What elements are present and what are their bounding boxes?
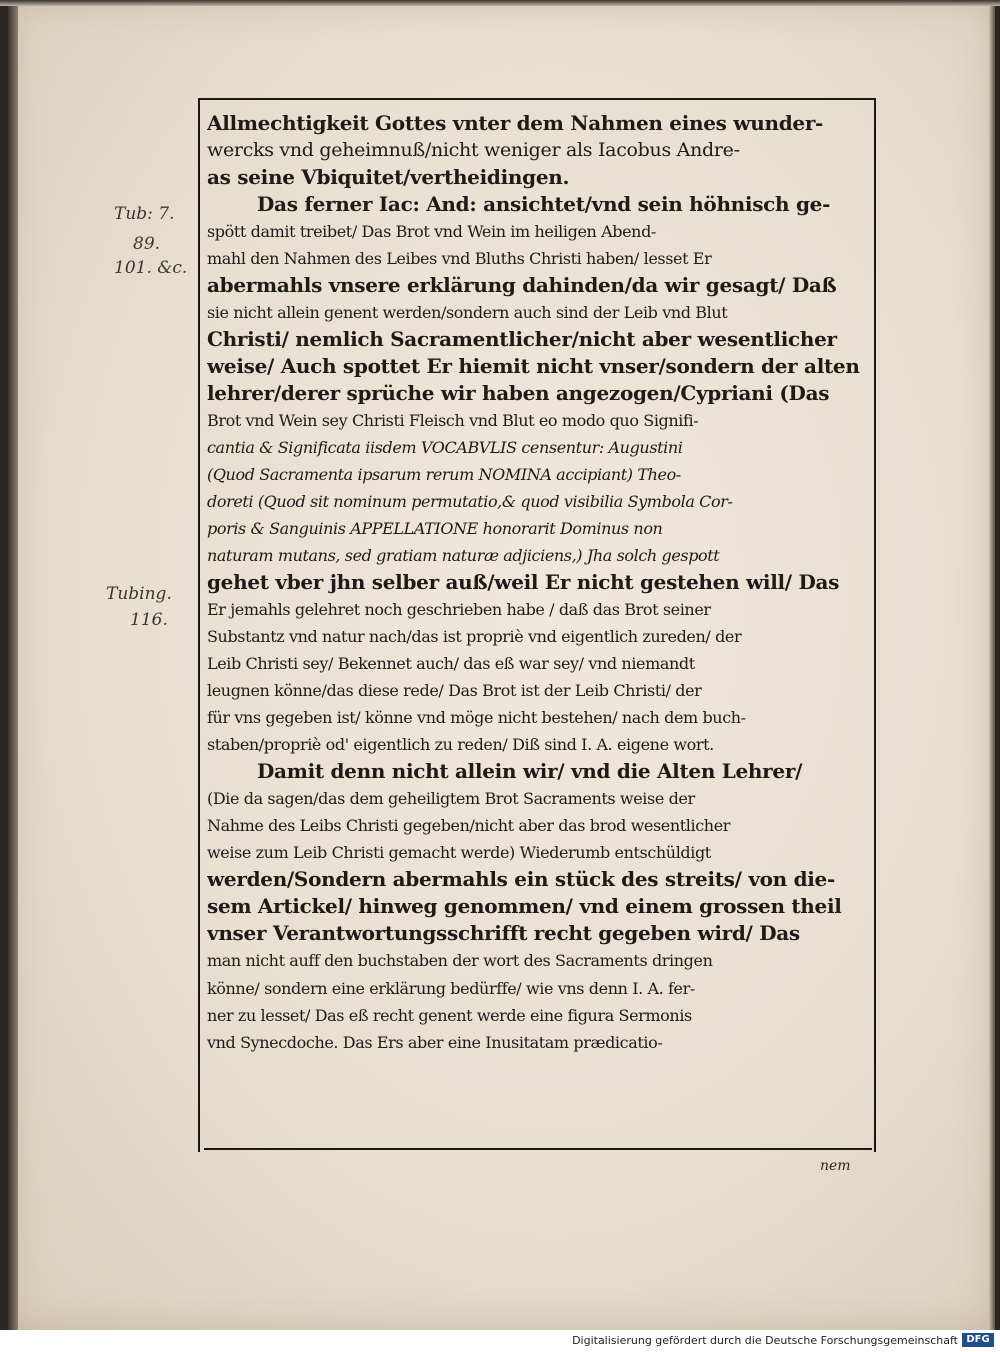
margin-note: 89. [133, 234, 161, 254]
text-line: weise zum Leib Christi gemacht werde) Wiederumb entschüldigt [207, 843, 711, 863]
text-line: für vns gegeben ist/ könne vnd möge nicht bestehen/ nach dem buch- [207, 708, 746, 728]
text-line: doreti (Quod sit nominum permutatio,& quod visibilia Symbola Cor- [207, 492, 733, 512]
text-line: gehet vber jhn selber auß/weil Er nicht gestehen will/ Das [207, 570, 840, 595]
text-line: Christi/ nemlich Sacramentlicher/nicht aber wesentlicher [207, 327, 837, 352]
text-line: sem Artickel/ hinweg genommen/ vnd einem grossen theil [207, 894, 842, 919]
text-line: poris & Sanguinis APPELLATIONE honorarit Dominus non [207, 519, 663, 539]
text-line: sie nicht allein genent werden/sondern auch sind der Leib vnd Blut [207, 303, 728, 323]
text-line: (Die da sagen/das dem geheiligtem Brot Sacraments weise der [207, 789, 695, 809]
catchword: nem [820, 1158, 851, 1174]
page-left-edge [8, 0, 18, 1330]
text-line: Damit denn nicht allein wir/ vnd die Alten Lehrer/ [257, 759, 803, 784]
text-line: staben/propriè od' eigentlich zu reden/ Diß sind I. A. eigene wort. [207, 735, 714, 755]
text-line: Nahme des Leibs Christi gegeben/nicht aber das brod wesentlicher [207, 816, 731, 836]
text-line: man nicht auff den buchstaben der wort des Sacraments dringen [207, 951, 713, 971]
text-line: Brot vnd Wein sey Christi Fleisch vnd Blut eo modo quo Signifi- [207, 411, 699, 431]
text-line: wercks vnd geheimnuß/nicht weniger als Iacobus Andre- [207, 139, 740, 162]
text-line: (Quod Sacramenta ipsarum rerum NOMINA accipiant) Theo- [207, 465, 681, 485]
text-line: naturam mutans, sed gratiam naturæ adjiciens,) Jha solch gespott [207, 546, 720, 566]
text-line: Er jemahls gelehret noch geschrieben habe / daß das Brot seiner [207, 600, 711, 620]
margin-note: 101. &c. [114, 258, 188, 278]
text-line: Allmechtigkeit Gottes vnter dem Nahmen eines wunder- [207, 111, 824, 135]
margin-note: Tub: 7. [114, 204, 175, 224]
text-line: ner zu lesset/ Das eß recht genent werde eine figura Sermonis [207, 1005, 692, 1025]
text-frame-bottom-rule [204, 1148, 872, 1150]
main-text [207, 110, 871, 1056]
funding-credit: Digitalisierung gefördert durch die Deutsche Forschungsgemeinschaft [572, 1334, 958, 1347]
text-line: spött damit treibet/ Das Brot vnd Wein im heiligen Abend- [207, 222, 656, 242]
text-line: as seine Vbiquitet/vertheidingen. [207, 165, 570, 190]
text-line: vnd Synecdoche. Das Ers aber eine Inusitatam prædicatio- [207, 1032, 663, 1052]
text-line: mahl den Nahmen des Leibes vnd Bluths Christi haben/ lesset Er [207, 249, 712, 269]
margin-note: 116. [130, 610, 168, 630]
text-line: werden/Sondern abermahls ein stück des streits/ von die- [207, 867, 835, 892]
text-line: leugnen könne/das diese rede/ Das Brot ist der Leib Christi/ der [207, 681, 702, 701]
footer-bar [0, 1330, 1000, 1352]
text-line: Leib Christi sey/ Bekennet auch/ das eß war sey/ vnd niemandt [207, 654, 695, 674]
page-top-edge [0, 0, 1000, 6]
text-line: könne/ sondern eine erklärung bedürffe/ wie vns denn I. A. fer- [207, 978, 695, 998]
page-right-edge [989, 0, 995, 1330]
text-line: Substantz vnd natur nach/das ist propriè vnd eigentlich zureden/ der [207, 627, 742, 647]
text-line: abermahls vnsere erklärung dahinden/da wir gesagt/ Daß [207, 273, 837, 298]
text-line: vnser Verantwortungsschrifft recht gegeben wird/ Das [207, 921, 800, 946]
dfg-logo-icon: DFG [962, 1333, 994, 1347]
text-line: lehrer/derer sprüche wir haben angezogen/Cypriani (Das [207, 381, 830, 406]
text-line: Das ferner Iac: And: ansichtet/vnd sein höhnisch ge- [257, 192, 831, 217]
text-line: weise/ Auch spottet Er hiemit nicht vnser/sondern der alten [207, 354, 860, 379]
text-line: cantia & Significata iisdem VOCABVLIS censentur: Augustini [207, 438, 683, 458]
margin-note: Tubing. [106, 584, 172, 604]
